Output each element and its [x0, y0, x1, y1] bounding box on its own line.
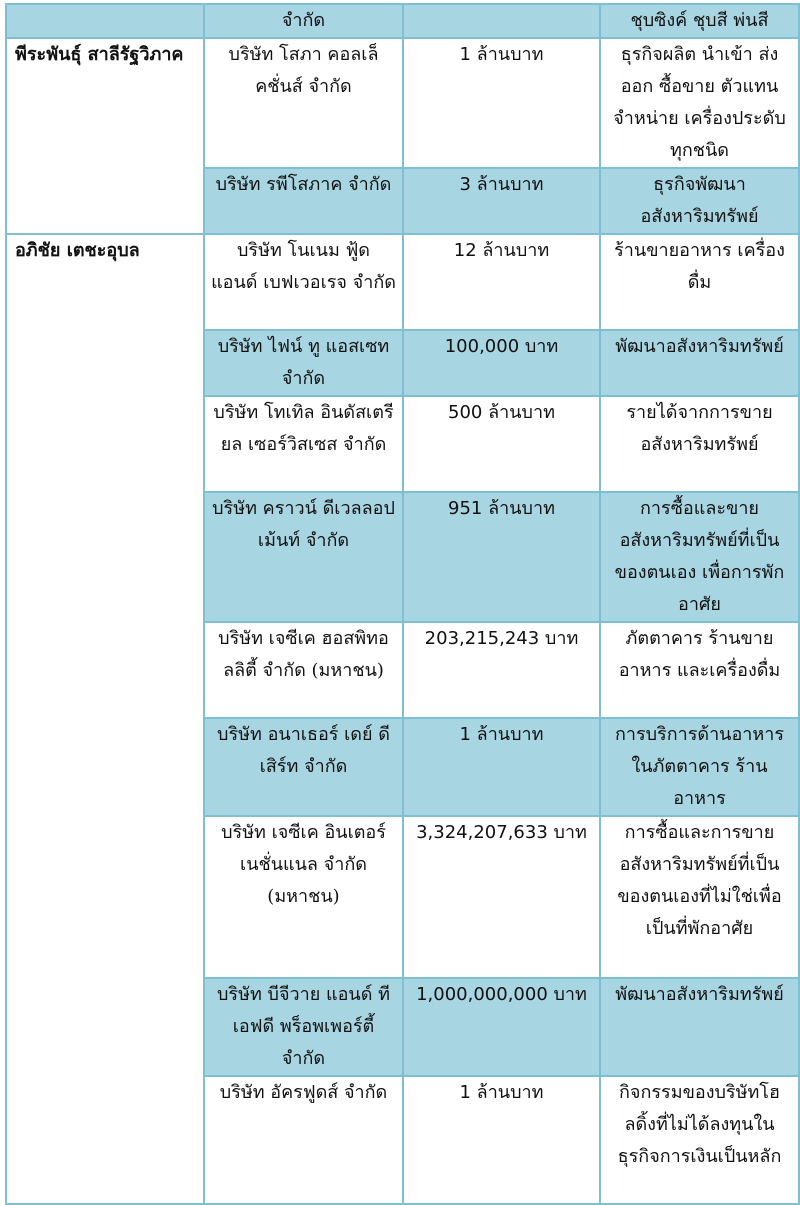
capital-cell: 1 ล้านบาท	[403, 38, 600, 168]
business-cell: การซื้อและขายอสังหาริมทรัพย์ที่เป็นของตนเอง เพื่อการพักอาศัย	[600, 492, 799, 622]
company-cell: บริษัท อนาเธอร์ เดย์ ดีเสิร์ท จำกัด	[204, 718, 403, 816]
person-name-cell: อภิชัย เตชะอุบล	[6, 234, 204, 1204]
company-cell: บริษัท เจซีเค ฮอสพิทอลลิตี้ จำกัด (มหาชน)	[204, 622, 403, 718]
business-cell: รายได้จากการขายอสังหาริมทรัพย์	[600, 396, 799, 492]
capital-cell	[403, 4, 600, 38]
capital-cell: 3 ล้านบาท	[403, 168, 600, 234]
capital-cell: 3,324,207,633 บาท	[403, 816, 600, 978]
company-cell: บริษัท โสภา คอลเล็คชั่นส์ จำกัด	[204, 38, 403, 168]
company-holdings-table	[5, 3, 800, 1205]
business-cell: พัฒนาอสังหาริมทรัพย์	[600, 330, 799, 396]
company-cell: บริษัท รพีโสภาค จำกัด	[204, 168, 403, 234]
business-cell: กิจกรรมของบริษัทโฮลดิ้งที่ไม่ได้ลงทุนในธุรกิจการเงินเป็นหลัก	[600, 1076, 799, 1204]
business-cell: ธุรกิจพัฒนาอสังหาริมทรัพย์	[600, 168, 799, 234]
capital-cell: 951 ล้านบาท	[403, 492, 600, 622]
company-cell: จำกัด	[204, 4, 403, 38]
capital-cell: 1 ล้านบาท	[403, 718, 600, 816]
table-row	[6, 38, 799, 168]
business-cell: ธุรกิจผลิต นำเข้า ส่งออก ซื้อขาย ตัวแทนจำหน่าย เครื่องประดับทุกชนิด	[600, 38, 799, 168]
person-name-cell: พีระพันธุ์ สาลีรัฐวิภาค	[6, 38, 204, 234]
company-cell: บริษัท คราวน์ ดีเวลลอปเม้นท์ จำกัด	[204, 492, 403, 622]
business-cell: การบริการด้านอาหารในภัตตาคาร ร้านอาหาร	[600, 718, 799, 816]
company-cell: บริษัท อัครฟูดส์ จำกัด	[204, 1076, 403, 1204]
company-cell: บริษัท โนเนม ฟู้ด แอนด์ เบฟเวอเรจ จำกัด	[204, 234, 403, 330]
table-row	[6, 234, 799, 330]
company-cell: บริษัท ไฟน์ ทู แอสเซท จำกัด	[204, 330, 403, 396]
business-cell: พัฒนาอสังหาริมทรัพย์	[600, 978, 799, 1076]
business-cell: ภัตตาคาร ร้านขายอาหาร และเครื่องดื่ม	[600, 622, 799, 718]
capital-cell: 1,000,000,000 บาท	[403, 978, 600, 1076]
business-cell: การซื้อและการขายอสังหาริมทรัพย์ที่เป็นของตนเองที่ไม่ใช่เพื่อเป็นที่พักอาศัย	[600, 816, 799, 978]
capital-cell: 12 ล้านบาท	[403, 234, 600, 330]
company-cell: บริษัท บีจีวาย แอนด์ ทีเอฟดี พร็อพเพอร์ตี้ จำกัด	[204, 978, 403, 1076]
table-row	[6, 4, 799, 38]
business-cell: ชุบซิงค์ ชุบสี พ่นสี	[600, 4, 799, 38]
company-cell: บริษัท โทเทิล อินดัสเตรียล เซอร์วิสเซส จำกัด	[204, 396, 403, 492]
capital-cell: 500 ล้านบาท	[403, 396, 600, 492]
business-cell: ร้านขายอาหาร เครื่องดื่ม	[600, 234, 799, 330]
company-cell: บริษัท เจซีเค อินเตอร์เนชั่นแนล จำกัด (มหาชน)	[204, 816, 403, 978]
person-cell	[6, 4, 204, 38]
capital-cell: 203,215,243 บาท	[403, 622, 600, 718]
capital-cell: 100,000 บาท	[403, 330, 600, 396]
capital-cell: 1 ล้านบาท	[403, 1076, 600, 1204]
